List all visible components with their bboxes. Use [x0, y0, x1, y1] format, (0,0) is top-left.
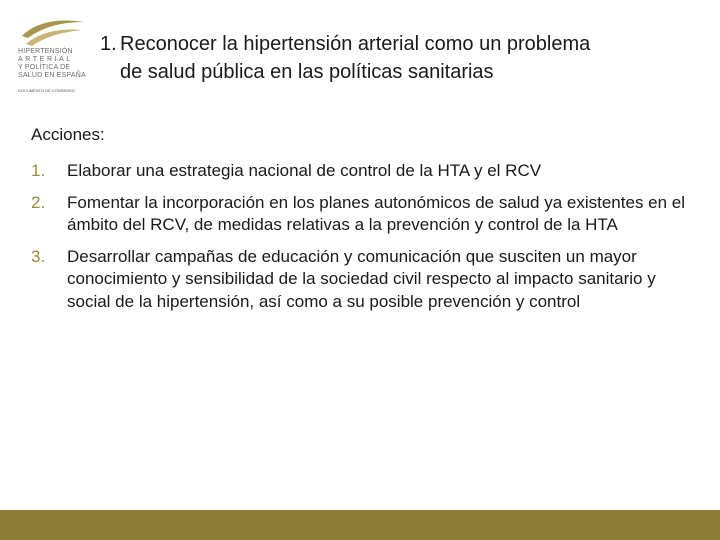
- actions-list: [31, 160, 701, 322]
- slide-title-number: 1.: [100, 33, 117, 55]
- logo-wordmark: [18, 48, 88, 93]
- action-text: Fomentar la incorporación en los planes autonómicos de salud ya existentes en el ámbito del RCV, de medidas relativas a la prevención y control de la HTA: [67, 192, 686, 234]
- action-number: 3.: [31, 246, 46, 266]
- logo-swoosh-icon: [18, 14, 88, 48]
- footer-bar: [0, 510, 720, 540]
- logo-line-1: HIPERTENSIÓN: [18, 48, 73, 55]
- action-item: [31, 192, 701, 237]
- logo-subtitle: DOCUMENTO DE CONSENSO: [18, 88, 75, 93]
- action-text: Desarrollar campañas de educación y comunicación que susciten un mayor conocimiento y sensibilidad de la sociedad civil respecto al impacto sanitario y social de la hipertensión, así como a su posible prevención y control: [67, 246, 656, 311]
- action-item: [31, 160, 701, 183]
- logo-line-2: ARTERIAL: [18, 56, 73, 63]
- logo-line-4: SALUD EN ESPAÑA: [18, 72, 86, 79]
- brand-logo: [18, 14, 88, 94]
- slide-title-line-2: de salud pública en las políticas sanitarias: [120, 61, 494, 83]
- slide-title: [100, 30, 700, 86]
- action-text: Elaborar una estrategia nacional de control de la HTA y el RCV: [67, 161, 542, 180]
- slide-title-line-1: Reconocer la hipertensión arterial como un problema: [120, 33, 591, 55]
- action-number: 2.: [31, 192, 46, 212]
- action-item: [31, 246, 701, 314]
- section-label: Acciones:: [31, 125, 105, 144]
- action-number: 1.: [31, 161, 46, 180]
- logo-line-3: Y POLÍTICA DE: [18, 64, 71, 71]
